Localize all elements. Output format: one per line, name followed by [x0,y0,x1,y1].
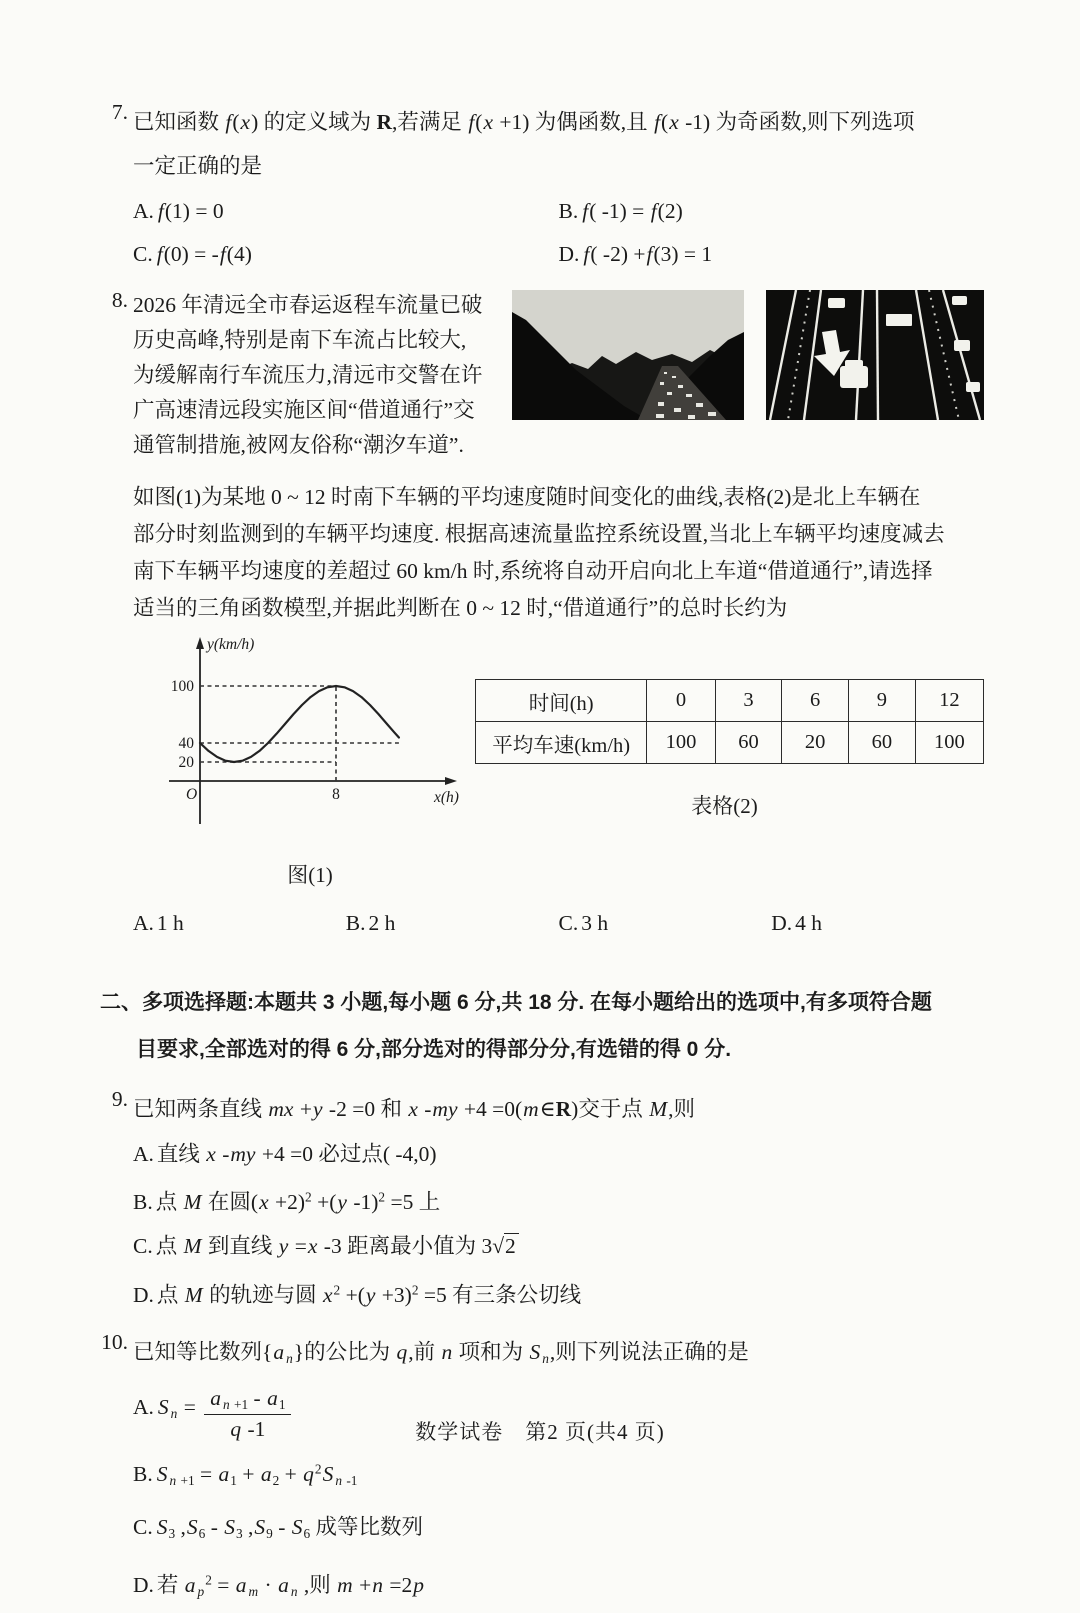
question-7 [111,100,984,274]
option-8C-label: C. [558,911,579,935]
figure-and-table-row [133,631,984,889]
row-header-cell: 时间(h) [476,680,647,722]
table-2-column [465,631,984,889]
option-7C-label: C. [133,242,153,266]
option-8B-text: 2 h [368,911,396,935]
origin-label: O [186,786,198,803]
question-8-top [133,288,984,463]
option-9D [133,1269,984,1315]
option-9A [133,1133,984,1175]
option-10D [133,1559,984,1612]
question-10-number: 10. [101,1329,128,1354]
y-axis-arrow [196,637,204,649]
value-cell: 3 [715,680,782,722]
question-9-stem: 已知两条直线 mx +y -2 =0 和 x -my +4 =0(m∈R)交于点 M,则 [133,1097,696,1121]
option-8A-label: A. [133,911,154,935]
option-9C [133,1225,984,1267]
value-cell: 12 [915,680,983,722]
value-cell: 100 [647,722,715,764]
question-10 [101,1329,984,1613]
plot-area [171,678,399,803]
body-line: 南下车辆平均速度的差超过 60 km/h 时,系统将自动开启向北上车道“借道通行”,请选择 [133,559,933,583]
value-cell: 100 [915,722,983,764]
body-line: 部分时刻监测到的车辆平均速度. 根据高速流量监控系统设置,当北上车辆平均速度减去 [133,522,945,546]
option-9C-label: C. [133,1234,153,1259]
option-10C-formula: $S_3$ $,S_6 - S_3$ $,S_9 - S_6$ 成等比数列 [156,1515,424,1542]
question-8-body [133,479,984,627]
value-cell: 20 [782,722,849,764]
section-2-header [100,979,984,1073]
speed-curve [200,686,399,762]
x-axis-label: x(h) [434,789,459,806]
option-10A-formula: S $_n$ = $\frac{a _{n +1} - a_1}{q -1}$ [157,1395,294,1419]
intro-line: 广高速清远段实施区间“借道通行”交 [133,398,475,422]
option-9D-label: D. [133,1282,154,1307]
option-7B-label: B. [558,199,579,223]
figure-1-column [155,631,465,889]
question-8-options [133,905,984,941]
option-10B-label: B. [133,1462,153,1487]
option-7A-formula: f(1) = 0 [157,199,224,223]
value-cell: 60 [715,722,782,764]
option-10B-formula: S $_{n +1} = a_1 + a_2 + q^2S$ $_{n -1}$ [156,1462,358,1489]
question-8 [111,288,984,941]
option-9B-formula: 点 M 在圆$(x +2)^2 +(y$ -1)$^2$ =5 上 [155,1190,441,1215]
section-2-line-1: 二、多项选择题:本题共 3 小题,每小题 6 分,共 18 分. 在每小题给出的选项中,有多项符合题 [100,991,932,1014]
y-tick-label: 40 [178,735,194,752]
question-7-options-row-1 [133,191,984,231]
value-cell: 6 [782,680,849,722]
option-9B [133,1177,984,1223]
figure-1-caption: 图(1) [287,863,333,887]
option-7B [559,191,985,231]
option-7D-label: D. [558,242,580,266]
intro-line: 通管制措施,被网友俗称“潮汐车道”. [133,433,464,457]
option-10B [133,1449,984,1502]
question-7-stem-line-1: 已知函数 f(x) 的定义域为 R,若满足 f(x +1) 为偶函数,且 f(x -1) 为奇函数,则下列选项 [133,110,915,134]
question-8-number: 8. [111,288,128,312]
intro-line: 历史高峰,特别是南下车流占比较大, [133,328,467,352]
option-9A-label: A. [133,1142,154,1166]
option-9C-formula: 点 M 到直线 y =x -3 距离最小值为 3√2 [156,1233,519,1258]
y-tick-label: 20 [178,754,194,771]
body-line: 适当的三角函数模型,并据此判断在 0 ~ 12 时,“借道通行”的总时长约为 [133,596,788,620]
row-header-cell: 平均车速(km/h) [476,722,647,764]
option-7A-label: A. [133,199,154,223]
option-10D-formula: 若 a $_p^2$ = a $_m$ · a $_n$ ,则 m +n =2p [156,1572,424,1599]
option-8A [133,905,346,941]
option-8C-text: 3 h [581,911,609,935]
option-9B-label: B. [133,1190,153,1215]
option-9D-formula: 点 M 的轨迹与圆 $x^2 +(y +3)^2 =5$ 有三条公切线 [156,1282,582,1307]
option-10A-label: A. [133,1394,154,1419]
option-10D-label: D. [133,1572,154,1597]
option-10C [133,1506,984,1555]
x-axis-arrow [445,777,457,785]
question-8-intro-text [133,288,500,463]
question-7-number: 7. [111,100,128,124]
y-tick-label: 100 [170,678,194,695]
option-8D [771,905,984,941]
option-7C-formula: f(0) = -f(4) [156,242,252,266]
option-8D-text: 4 h [795,911,823,935]
option-7D [559,234,985,274]
question-9 [111,1087,984,1316]
table-2-caption: 表格(2) [691,794,758,818]
x-tick-label: 8 [332,786,340,803]
question-9-number: 9. [111,1087,128,1111]
option-8D-label: D. [771,911,793,935]
option-8B [346,905,559,941]
option-8C [559,905,772,941]
option-8B-label: B. [345,911,366,935]
option-10C-label: C. [133,1515,153,1540]
question-7-options-row-2 [133,234,984,274]
speed-curve-chart [155,631,465,831]
body-line: 如图(1)为某地 0 ~ 12 时南下车辆的平均速度随时间变化的曲线,表格(2)是北上车辆在 [133,485,921,509]
option-7A [133,191,559,231]
question-7-stem-line-2: 一定正确的是 [133,154,263,178]
speed-table [475,679,984,764]
question-10-stem: 已知等比数列{a $_n$}的公比为 q,前 n 项和为 S $_n$,则下列说法正确的是 [133,1339,749,1366]
value-cell: 60 [849,722,916,764]
page-footer: 数学试卷 第2 页(共4 页) [415,1420,665,1444]
option-8A-text: 1 h [156,911,184,935]
photo-traffic-jam [512,290,744,420]
option-7D-formula: f( -2) +f(3) = 1 [583,242,713,266]
y-axis-label: y(km/h) [207,636,255,653]
option-7C [133,234,559,274]
value-cell: 0 [647,680,715,722]
photo-tidal-lane [766,290,984,420]
intro-line: 为缓解南行车流压力,清远市交警在许 [133,363,483,387]
question-8-photos [512,290,984,463]
intro-line: 2026 年清远全市春运返程车流量已破 [133,293,483,317]
option-7B-formula: f( -1) = f(2) [582,199,683,223]
table-row [476,722,984,764]
value-cell: 9 [849,680,916,722]
option-9A-formula: 直线 x -my +4 =0 必过点( -4,0) [156,1142,437,1166]
table-row [476,680,984,722]
section-2-line-2: 目要求,全部选对的得 6 分,部分选对的得部分分,有选错的得 0 分. [136,1038,732,1061]
